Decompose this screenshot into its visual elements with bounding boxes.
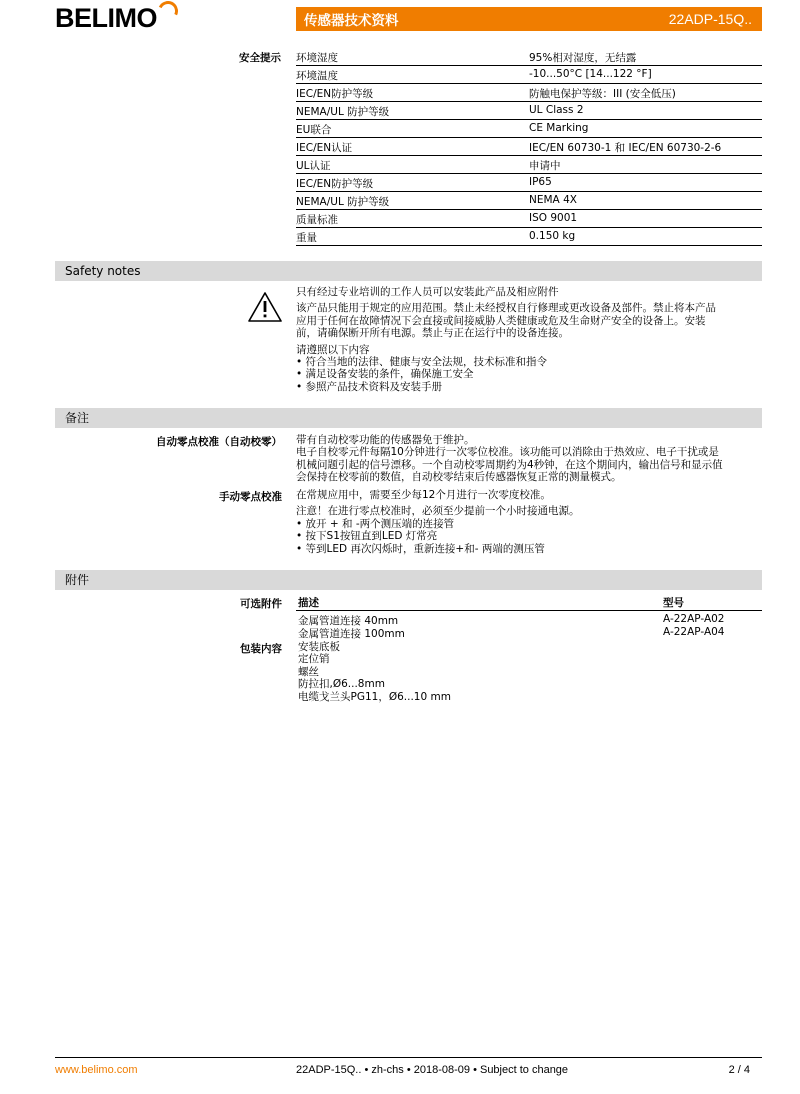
- page-number: 2 / 4: [728, 1064, 750, 1076]
- safety-line: 只有经过专业培训的工作人员可以安装此产品及相应附件: [296, 286, 559, 298]
- column-header-description: 描述: [298, 597, 319, 609]
- accessory-model: A-22AP-A04: [663, 626, 725, 638]
- list-item: • 按下S1按钮直到LED 灯常亮: [296, 530, 438, 543]
- row-divider: [296, 245, 762, 246]
- table-row: [55, 156, 762, 174]
- spec-table: [55, 48, 762, 246]
- spec-label: IEC/EN防护等级: [296, 178, 374, 190]
- table-row: [55, 228, 762, 246]
- manual-zero-text: [296, 489, 762, 555]
- accessory-model: A-22AP-A02: [663, 613, 725, 625]
- spec-label: UL认证: [296, 160, 331, 172]
- spec-value: CE Marking: [529, 122, 589, 134]
- product-code: 22ADP-15Q..: [668, 11, 752, 27]
- spec-category: 安全提示: [239, 52, 281, 64]
- spec-label: 环境湿度: [296, 52, 338, 64]
- spec-value: NEMA 4X: [529, 194, 577, 206]
- package-contents-label: 包装内容: [240, 643, 282, 655]
- note-line: 注意！在进行零点校准时，必须至少提前一个小时接通电源。: [296, 505, 580, 518]
- spec-label: NEMA/UL 防护等级: [296, 196, 390, 208]
- auto-zero-label: 自动零点校准（自动校零）: [156, 436, 282, 448]
- spec-value: 申请中: [529, 160, 561, 172]
- list-item: • 参照产品技术资料及安装手册: [296, 380, 443, 393]
- spec-label: IEC/EN防护等级: [296, 88, 374, 100]
- header-bar: [296, 7, 762, 31]
- spec-value: ISO 9001: [529, 212, 578, 224]
- table-row: [55, 174, 762, 192]
- belimo-logo: [55, 4, 178, 32]
- accessory-description: 金属管道连接 100mm: [298, 628, 405, 640]
- spec-label: 重量: [296, 232, 317, 244]
- spec-value: 0.150 kg: [529, 230, 576, 242]
- safety-line: 请遵照以下内容: [296, 343, 370, 356]
- spec-value: IP65: [529, 176, 552, 188]
- document-info: 22ADP-15Q.. • zh-chs • 2018-08-09 • Subject to change: [296, 1064, 569, 1076]
- section-header-notes: 备注: [55, 408, 762, 428]
- column-header-model: 型号: [663, 597, 684, 609]
- safety-line: 应用于任何在故障情况下会直接或间接威胁人类健康或危及生命财产安全的设备上。安装: [296, 314, 706, 327]
- spec-label: 环境温度: [296, 70, 338, 82]
- note-line: 会保持在校零前的数值，自动校零结束后传感器恢复正常的测量模式。: [296, 471, 622, 484]
- list-item: 电缆戈兰头PG11，Ø6...10 mm: [298, 690, 451, 703]
- table-row: [55, 210, 762, 228]
- warning-triangle-icon: [247, 291, 283, 323]
- table-row: [55, 192, 762, 210]
- note-line: 电子自校零元件每隔10分钟进行一次零位校准。该功能可以消除由于热效应、电子干扰或是: [296, 446, 719, 459]
- list-item: 定位销: [298, 653, 330, 666]
- safety-line: 前，请确保断开所有电源。禁止与正在运行中的设备连接。: [296, 327, 569, 340]
- table-row: [55, 102, 762, 120]
- section-header-accessories: 附件: [55, 570, 762, 590]
- table-row: [296, 626, 762, 638]
- accessories-table-header: [296, 595, 762, 611]
- table-row: [55, 48, 762, 66]
- spec-label: EU联合: [296, 124, 332, 136]
- spec-value: 防触电保护等级：III (安全低压): [529, 88, 676, 100]
- table-row: [55, 138, 762, 156]
- list-item: • 符合当地的法律、健康与安全法规，技术标准和指令: [296, 356, 548, 369]
- spec-value: UL Class 2: [529, 104, 584, 116]
- brand-name: BELIMO: [55, 2, 157, 33]
- footer-divider: [55, 1057, 762, 1058]
- spec-label: IEC/EN认证: [296, 142, 353, 154]
- list-item: • 满足设备安装的条件，确保施工安全: [296, 368, 474, 381]
- list-item: 防拉扣,Ø6...8mm: [298, 678, 385, 691]
- table-row: [296, 613, 762, 625]
- safety-text: [296, 286, 762, 393]
- spec-value: 95%相对湿度，无结露: [529, 52, 637, 64]
- accessory-description: 金属管道连接 40mm: [298, 615, 399, 627]
- document-title: 传感器技术资料: [304, 13, 399, 29]
- list-item: • 放开 + 和 -两个测压端的连接管: [296, 517, 455, 530]
- note-line: 在常规应用中，需要至少每12个月进行一次零度校准。: [296, 489, 551, 501]
- auto-zero-text: [296, 434, 762, 484]
- list-item: • 等到LED 再次闪烁时，重新连接+和- 两端的测压管: [296, 542, 545, 555]
- section-header-safety: Safety notes: [55, 261, 762, 281]
- spec-value: IEC/EN 60730-1 和 IEC/EN 60730-2-6: [529, 142, 722, 154]
- table-row: [55, 66, 762, 84]
- note-line: 机械问题引起的信号漂移。一个自动校零周期约为4秒钟，在这个期间内，输出信号和显示值: [296, 458, 723, 471]
- manual-zero-label: 手动零点校准: [219, 491, 282, 503]
- list-item: 安装底板: [298, 641, 340, 653]
- website-link[interactable]: www.belimo.com: [55, 1064, 138, 1076]
- optional-accessories-label: 可选附件: [240, 598, 282, 610]
- list-item: 螺丝: [298, 665, 319, 678]
- table-row: [55, 84, 762, 102]
- table-row: [55, 120, 762, 138]
- spec-label: 质量标准: [296, 214, 338, 226]
- note-line: 带有自动校零功能的传感器免于维护。: [296, 434, 475, 446]
- spec-value: -10...50°C [14...122 °F]: [529, 68, 652, 80]
- safety-line: 该产品只能用于规定的应用范围。禁止未经授权自行修理或更改设备及部件。禁止将本产品: [296, 302, 716, 315]
- spec-label: NEMA/UL 防护等级: [296, 106, 390, 118]
- logo-arc-icon: [155, 0, 181, 24]
- package-contents-list: [298, 641, 764, 703]
